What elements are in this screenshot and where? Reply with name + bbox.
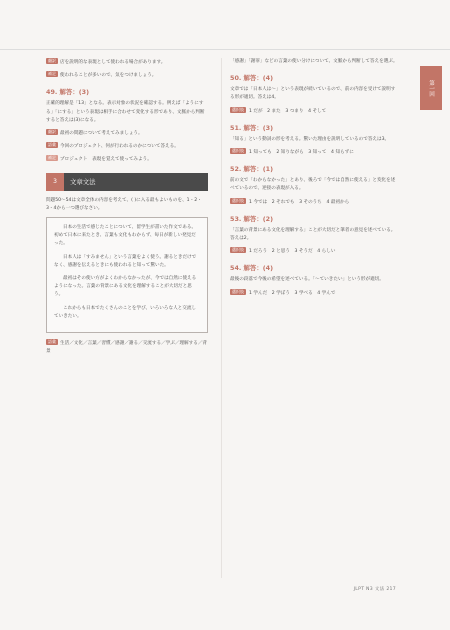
note-line [46,129,208,138]
options-tag: 選択肢 [232,288,244,294]
question-heading: 52. 解答：(1) [230,165,274,174]
note-text: 最初の問題について考えてみましょう。 [60,131,143,137]
question-explanation: 「知る」という動詞の形を考える。驚いた理由を説明しているので答えは3。 [230,136,390,142]
vocab-text: 生活／文化／言葉／習慣／感謝／謝る／交流する／学ぶ／理解する／背景 [46,341,208,355]
options-line [230,198,398,207]
right-column [230,58,398,301]
answer-block [230,164,398,207]
question-explanation: 正確的理解是「13」となる。表示対象の状況を確認する。例えば「ようにする」「にする」という表現は相手に合わせて変化する形であり、文脈から判断すると答えは(3)になる。 [46,101,205,123]
intro-line [46,58,208,67]
top-note: 「感謝」「謝罪」などの言葉の使い分けについて、文脈から判断して答えを選ぶ。 [230,59,398,64]
options-tag: 選択肢 [232,106,244,112]
question-heading: 53. 解答：(2) [230,214,274,223]
note-tag: 語彙 [48,142,56,148]
left-column [46,58,208,360]
question-explanation: 「言葉の背景にある文化を理解する」ことが大切だと筆者の意見を述べている。答えは2。 [230,227,396,242]
question-heading: 54. 解答：(4) [230,264,274,273]
options-text: 1 だろう 2 と思う 3 そうだ 4 らしい [249,249,336,255]
note-tag: 補足 [48,71,56,77]
options-text: 1 学んだ 2 学ぼう 3 学べる 4 学んで [249,290,336,296]
section-title: 文章文法 [70,177,96,186]
reading-passage [46,217,208,333]
options-text: 1 だが 2 また 3 つまり 4 そして [249,108,327,114]
question-heading: 50. 解答：(4) [230,74,274,83]
page-footer: JLPT N3 文法 217 [353,587,396,592]
intro-line [46,71,208,80]
section-number: 3 [46,173,64,191]
note-tag: 翻訳 [48,129,56,135]
passage-paragraph: 日本人は「すみません」という言葉をよく使う。謝るときだけでなく、感謝を伝えるときにも使われると知って驚いた。 [54,254,197,268]
top-divider [0,49,450,50]
options-tag: 選択肢 [232,197,244,203]
question-heading: 51. 解答：(3) [230,123,274,132]
chapter-side-tab[interactable]: 第一回 [420,66,442,110]
note-line [46,155,208,164]
vocab-note [46,339,208,356]
question-explanation: 最後の段落で今後の希望を述べている。「〜ていきたい」という形が適切。 [230,277,384,283]
passage-paragraph: 日本の生活で感じたことについて、留学生が書いた作文である。初めて日本に来たとき、言葉も文化もわからず、毎日が新しい発見だった。 [54,225,197,247]
answer-block [230,214,398,257]
options-text: 1 今では 2 それでも 3 そのうち 4 最初から [249,199,350,205]
note-tag: 翻訳 [48,58,56,63]
options-line [230,289,398,298]
answer-block [230,123,398,157]
options-line [230,107,398,116]
section-header [46,173,208,191]
intro-text: 店を説明的な表現として使われる場合があります。 [60,60,166,65]
intro-text: 使われることが多いので、気をつけましょう。 [60,73,157,79]
note-text: 今回のプロジェクト、何が行われるのかについて答える。 [60,144,179,150]
note-text: プロジェクト 表現を覚えて使ってみよう。 [60,157,152,163]
options-tag: 選択肢 [232,148,244,154]
question-heading: 49. 解答：(3) [46,88,90,97]
note-tag: 語彙 [48,339,56,345]
options-text: 1 知っても 2 知りながら 3 知って 4 知らずに [249,150,354,156]
options-line [230,247,398,256]
answer-block [230,73,398,116]
note-tag: 補足 [48,155,56,161]
options-tag: 選択肢 [232,247,244,253]
answer-block [230,263,398,297]
column-divider [221,58,222,578]
note-line [46,142,208,151]
options-line [230,148,398,157]
question-explanation: 前の文で「わからなかった」とあり、後ろで「今では自然に使える」と変化を述べているので、逆接の表現が入る。 [230,178,396,192]
question-explanation: 文章では「日本人は〜」という表現が続いているので、前の内容を受けて説明する形が適切。答えは4。 [230,87,396,101]
passage-paragraph: これからも日本でたくさんのことを学び、いろいろな人と交流していきたい。 [54,305,197,319]
passage-paragraph: 最初はその使い方がよくわからなかったが、今では自然に使えるようになった。言葉の背景にある文化を理解することが大切だと思う。 [54,276,197,298]
section-instructions: 問題50〜54は文章全体の内容を考えて、( )に入る最もよいものを、1・2・3・4から一つ選びなさい。 [46,197,202,211]
